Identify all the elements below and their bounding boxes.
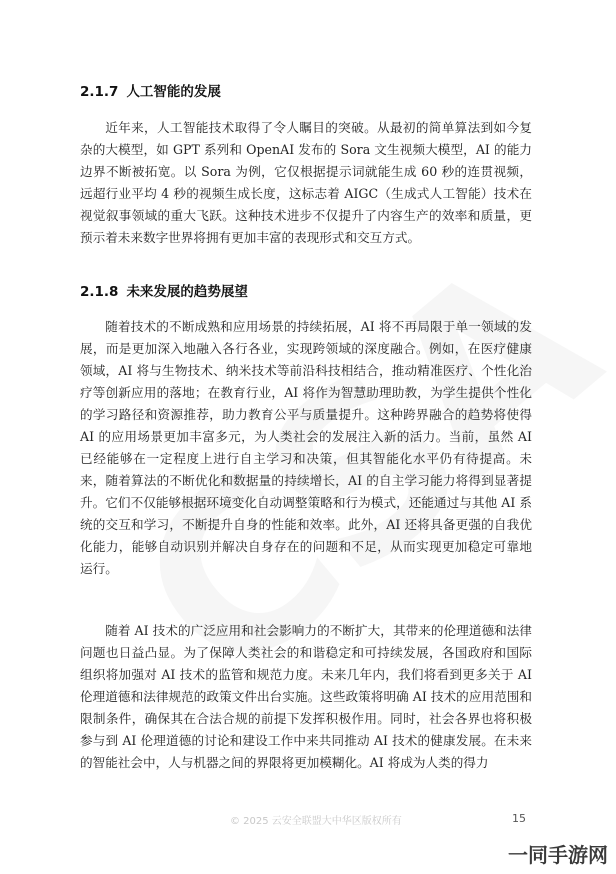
paragraph: 近年来，人工智能技术取得了令人瞩目的突破。从最初的简单算法到如今复杂的大模型，如 GPT 系列和 OpenAI 发布的 Sora 文生视频大模型，AI 的能力边界不断被拓宽。以 Sora 为例，它仅根据提示词就能生成 60 秒的连贯视频，远超行业平均 4 秒的视频生成长度，这标志着 AIGC（生成式人工智能）技术在视觉叙事领域的重大飞跃。这种技术进步不仅提升了内容生产的效率和质量，更预示着未来数字世界将拥有更加丰富的表现形式和交互方式。: [80, 120, 532, 245]
corner-logo: 一同手游网: [506, 839, 610, 868]
section-heading-2-1-8: [80, 280, 248, 300]
section-title: 人工智能的发展: [126, 84, 221, 100]
section-number: 2.1.7: [80, 84, 119, 100]
copyright-notice: © 2025 云安全联盟大中华区版权所有: [230, 816, 402, 827]
page-number: 15: [512, 812, 526, 825]
paragraph: 随着技术的不断成熟和应用场景的持续拓展，AI 将不再局限于单一领域的发展，而是更加深入地融入各行各业，实现跨领域的深度融合。例如，在医疗健康领域，AI 将与生物技术、纳米技术等前沿科技相结合，推动精准医疗、个性化治疗等创新应用的落地；在教育行业，AI 将作为智慧助理助教，为学生提供个性化的学习路径和资源推荐，助力教育公平与质量提升。这种跨界融合的趋势将使得 AI 的应用场景更加丰富多元，为人类社会的发展注入新的活力。当前，虽然 AI 已经能够在一定程度上进行自主学习和决策，但其智能化水平仍有待提高。未来，随着算法的不断优化和数据量的持续增长，AI 的自主学习能力将得到显著提升。它们不仅能够根据环境变化自动调整策略和行为模式，还能通过与其他 AI 系统的交互和学习，不断提升自身的性能和效率。此外，AI 还将具备更强的自我优化能力，能够自动识别并解决自身存在的问题和不足，从而实现更加稳定可靠地运行。: [80, 319, 532, 576]
paragraph: 随着 AI 技术的广泛应用和社会影响力的不断扩大，其带来的伦理道德和法律问题也日益凸显。为了保障人类社会的和谐稳定和可持续发展，各国政府和国际组织将加强对 AI 技术的监管和规范力度。未来几年内，我们将看到更多关于 AI 伦理道德和法律规范的政策文件出台实施。这些政策将明确 AI 技术的应用范围和限制条件，确保其在合法合规的前提下发挥积极作用。同时，社会各界也将积极参与到 AI 伦理道德的讨论和建设工作中来共同推动 AI 技术的健康发展。在未来的智能社会中，人与机器之间的界限将更加模糊化。AI 将成为人类的得力: [80, 623, 532, 770]
section-title: 未来发展的趋势展望: [126, 284, 248, 300]
section-heading-2-1-7: [80, 80, 221, 100]
section-number: 2.1.8: [80, 284, 119, 300]
